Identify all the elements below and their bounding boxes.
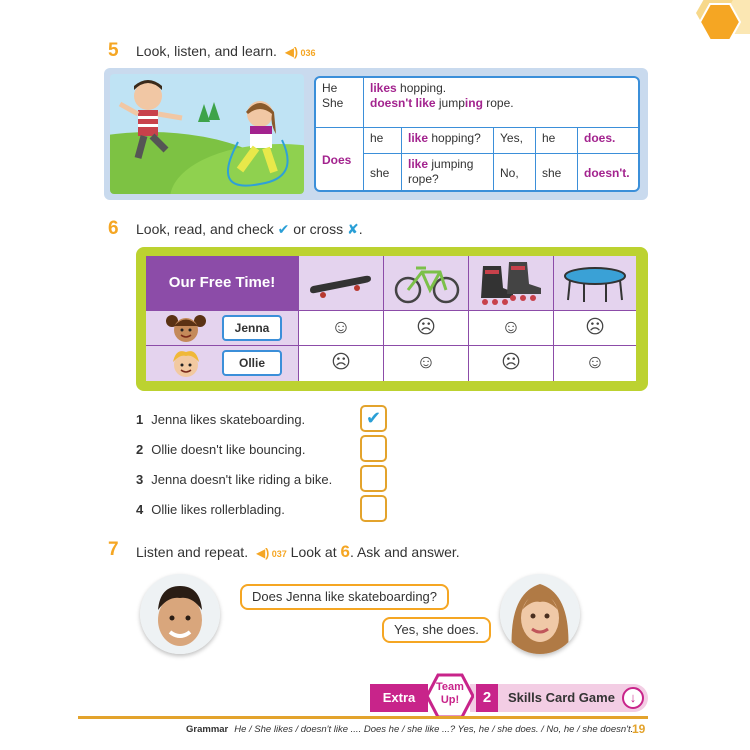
exercise-7-title-c: . Ask and answer. — [349, 544, 460, 560]
statement-4 — [136, 502, 285, 517]
jenna-bike-face: ☹ — [416, 317, 436, 338]
exercise-reference: 6 — [340, 542, 350, 561]
answer-no: No, — [494, 154, 536, 192]
extra-label: Extra — [370, 684, 428, 712]
statement-number: 2 — [136, 442, 144, 457]
audio-track-037[interactable] — [256, 546, 287, 560]
download-icon[interactable]: ↓ — [622, 687, 644, 709]
statement-1 — [136, 412, 305, 427]
likes-verb: likes — [370, 81, 397, 95]
boy-face-image — [140, 574, 220, 654]
grid-line — [553, 256, 554, 381]
statement-text: Ollie likes rollerblading. — [151, 502, 285, 517]
skateboard-cell — [299, 256, 383, 310]
statement-number: 4 — [136, 502, 144, 517]
q2-object1: jumping — [431, 157, 474, 171]
team-up-label — [426, 681, 474, 707]
bike-cell — [384, 256, 468, 310]
exercise-6-number: 6 — [108, 218, 119, 239]
cross-icon: ✘ — [346, 221, 359, 237]
answer-checkbox-3[interactable] — [360, 465, 387, 492]
q2-object2: rope? — [408, 172, 439, 186]
question1-verb — [402, 128, 494, 154]
answer2-pronoun: she — [536, 154, 578, 192]
question2-verb — [402, 154, 494, 192]
answer1-pronoun: he — [536, 128, 578, 154]
subject-he: He — [322, 81, 338, 95]
rope-word: rope. — [486, 96, 514, 110]
unit-number: 2 — [643, 10, 657, 35]
grid-line — [468, 256, 469, 381]
name-box-jenna: Jenna — [222, 315, 282, 341]
q2-like: like — [408, 157, 429, 171]
likes-object: hopping. — [400, 81, 447, 95]
grammar-footer — [186, 724, 633, 735]
skateboard-icon — [299, 256, 383, 310]
jenna-trampoline-face: ☹ — [585, 317, 605, 338]
question2-pronoun: she — [364, 154, 402, 192]
audio-track-036[interactable] — [285, 45, 316, 59]
statement-text: Ollie doesn't like bouncing. — [151, 442, 306, 457]
statement-text: Jenna doesn't like riding a bike. — [151, 472, 333, 487]
exercise-5-title — [136, 43, 316, 59]
ollie-trampoline-face: ☺ — [585, 352, 605, 373]
grid-line — [383, 256, 384, 381]
jenna-skateboard-face: ☺ — [331, 317, 351, 338]
team-up-line1: Team — [436, 681, 464, 693]
ing-suffix: ing — [464, 96, 483, 110]
rollerblades-icon — [469, 256, 553, 310]
ollie-bike-face: ☺ — [416, 352, 436, 373]
q1-like: like — [408, 131, 429, 145]
table-header-title: Our Free Time! — [146, 256, 298, 310]
statement-3 — [136, 472, 332, 487]
jump-word: jump — [438, 96, 465, 110]
rollerblades-cell — [469, 256, 553, 310]
question-speech-bubble: Does Jenna like skateboarding? — [240, 584, 449, 610]
ollie-avatar — [164, 346, 208, 381]
jenna-rollerblades-face: ☺ — [501, 317, 521, 338]
skills-card-game-label: Skills Card Game — [508, 690, 615, 705]
exercise-7-title-a: Listen and repeat. — [136, 544, 249, 560]
exercise-5-title-text: Look, listen, and learn. — [136, 43, 277, 59]
audio-track-number: 037 — [271, 549, 287, 560]
grid-line — [298, 256, 299, 381]
doesnt-like-verb: doesn't like — [370, 96, 436, 110]
bike-icon — [384, 256, 468, 310]
subject-she: She — [322, 96, 344, 110]
exercise-6-title-end: . — [358, 221, 363, 237]
exercise-5-number: 5 — [108, 40, 119, 61]
answer-checkbox-1[interactable]: ✔ — [360, 405, 387, 432]
name-box-ollie: Ollie — [222, 350, 282, 376]
ollie-rollerblades-face: ☹ — [501, 352, 521, 373]
ollie-skateboard-face: ☹ — [331, 352, 351, 373]
grammar-table — [314, 76, 640, 192]
speaker-icon: ◀) — [255, 546, 270, 561]
statement-text: Jenna likes skateboarding. — [151, 412, 306, 427]
statement-number: 1 — [136, 412, 144, 427]
speaker-icon: ◀) — [284, 45, 298, 60]
answer-checkbox-2[interactable] — [360, 435, 387, 462]
exercise-7-title-b: Look at — [290, 544, 337, 560]
statement-2 — [136, 442, 305, 457]
audio-track-number: 036 — [300, 48, 316, 59]
answer-yes: Yes, — [494, 128, 536, 154]
boy-photo — [140, 574, 220, 654]
subject-cell — [316, 78, 364, 128]
exercise-6-title — [136, 221, 363, 238]
q1-object: hopping? — [431, 131, 481, 145]
exercise-7-number: 7 — [108, 539, 119, 560]
girl-face-image — [500, 574, 580, 654]
answer1-verb: does. — [578, 128, 640, 154]
trampoline-icon — [554, 256, 636, 310]
exercise-7-title — [136, 542, 460, 562]
answer2-verb: doesn't. — [584, 166, 630, 180]
girl-photo — [500, 574, 580, 654]
check-icon: ✔ — [277, 221, 290, 237]
unit-hexagon-badge — [660, 0, 750, 70]
page-number: 19 — [632, 722, 646, 736]
children-playing-illustration — [110, 74, 304, 194]
exercise-6-title-mid: or cross — [293, 221, 344, 237]
answer-checkbox-4[interactable] — [360, 495, 387, 522]
grid-line — [146, 345, 636, 346]
jenna-avatar — [164, 311, 208, 346]
exercise-6-title-text: Look, read, and check — [136, 221, 274, 237]
question1-pronoun: he — [364, 128, 402, 154]
answer-speech-bubble: Yes, she does. — [382, 617, 491, 643]
grammar-label: Grammar — [186, 724, 229, 735]
grammar-text: He / She likes / doesn't like .... Does he / she like ...? Yes, he / she does. / No, he / she doesn't. — [234, 724, 634, 735]
verb-cell — [364, 78, 640, 128]
grid-line — [146, 310, 636, 311]
team-up-line2: Up! — [440, 694, 460, 706]
footer-divider — [78, 716, 648, 719]
statement-number: 3 — [136, 472, 144, 487]
team-up-number: 2 — [476, 684, 498, 712]
trampoline-cell — [554, 256, 636, 310]
does-cell: Does — [316, 128, 364, 192]
